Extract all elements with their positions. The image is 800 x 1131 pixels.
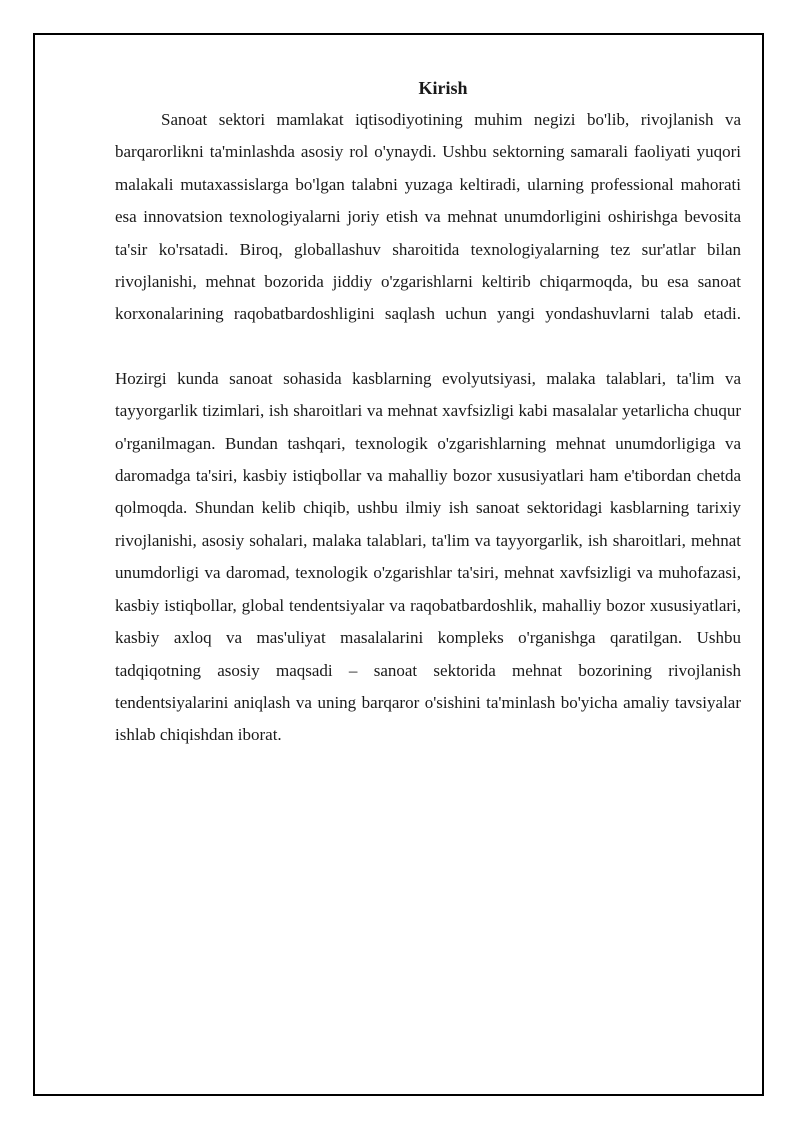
paragraph-main: Hozirgi kunda sanoat sohasida kasblarning evolyutsiyasi, malaka talablari, ta'lim va tayyorgarlik tizimlari, ish sharoitlari va mehnat xavfsizligi kabi masalalar yetarlicha chuqur o'rganilmagan. Bundan tashqari, texnologik o'zgarishlarning mehnat unumdorligiga va daromadga ta'siri, kasbiy istiqbollar va mahalliy bozor xususiyatlari ham e'tibordan chetda qolmoqda. Shundan kelib chiqib, ushbu ilmiy ish sanoat sektoridagi kasblarning tarixiy rivojlanishi, asosiy sohalari, malaka talablari, ta'lim va tayyorgarlik, ish sharoitlari, mehnat unumdorligi va daromad, texnologik o'zgarishlar ta'siri, mehnat xavfsizligi va muhofazasi, kasbiy istiqbollar, global tendentsiyalar va raqobatbardoshlik, mahalliy bozor xususiyatlari, kasbiy axloq va mas'uliyat masalalarini kompleks o'rganishga qaratilgan. Ushbu tadqiqotning asosiy maqsadi – sanoat sektorida mehnat bozorining rivojlanish tendentsiyalarini aniqlash va uning barqaror o'sishini ta'minlash bo'yicha amaliy tavsiyalar ishlab chiqishdan iborat.	[115, 368, 741, 745]
page-title: Kirish	[418, 78, 468, 98]
document-body	[115, 72, 741, 752]
paragraph-intro: Sanoat sektori mamlakat iqtisodiyotining muhim negizi bo'lib, rivojlanish va barqarorlikni ta'minlashda asosiy rol o'ynaydi. Ushbu sektorning samarali faoliyati yuqori malakali mutaxassislarga bo'lgan talabni yuzaga keltiradi, ularning professional mahorati esa innovatsion texnologiyalarni joriy etish va mehnat unumdorligini oshirishga bevosita ta'sir ko'rsatadi. Biroq, globallashuv sharoitida texnologiyalarning tez sur'atlar bilan rivojlanishi, mehnat bozorida jiddiy o'zgarishlarni keltirib chiqarmoqda, bu esa sanoat korxonalarining raqobatbardoshligini saqlash uchun yangi yondashuvlarni talab etadi.	[115, 110, 741, 324]
paragraph-spacer	[115, 331, 741, 363]
